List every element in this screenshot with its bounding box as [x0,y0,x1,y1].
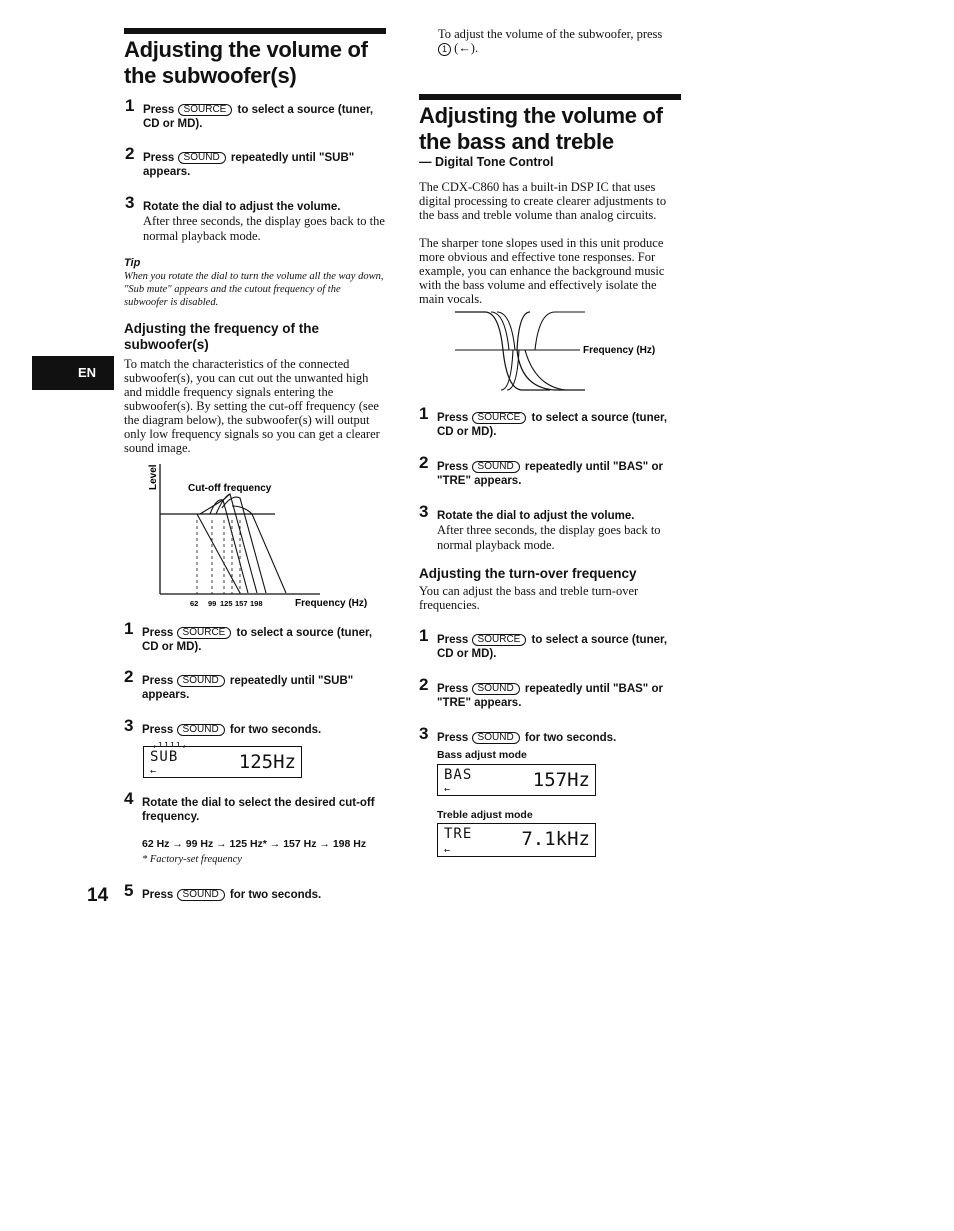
lcd-value: 7.1kHz [521,828,590,850]
dsp-body: The CDX-C860 has a built-in DSP IC that uses digital processing to create clearer adjustments to the bass and treble volume than analog circuits. [419,180,667,222]
bass-mode-label: Bass adjust mode [437,749,527,761]
title-rule [419,94,681,100]
tone-xlabel: Frequency (Hz) [583,345,656,356]
step-1: 1 Press SOURCE to select a source (tuner, CD or MD). [125,96,374,130]
frequency-heading: Adjusting the frequency of the subwoofer(s) [124,321,320,352]
tone-curve-diagram [455,308,670,396]
key-1: 1 [438,43,451,56]
diagram-cutoff-label: Cut-off frequency [188,483,272,494]
diagram-xlabel: Frequency (Hz) [295,598,368,609]
sound-key: SOUND [472,732,520,744]
footnote: * Factory-set frequency [142,854,242,865]
frequency-sequence: 62 Hz → 99 Hz → 125 Hz* → 157 Hz → 198 Hz [142,838,367,850]
source-key: SOURCE [472,634,527,646]
step2-3: 3 Press SOUND for two seconds. [124,716,322,736]
tick-157: 157 [235,599,248,608]
to-step-1: 1 Press SOURCE to select a source (tuner, CD or MD). [419,626,668,660]
page-number: 14 [87,885,109,906]
sound-key: SOUND [177,889,225,901]
lcd-mode: TRE [444,826,473,842]
source-key: SOURCE [472,412,527,424]
bt-step-2: 2 Press SOUND repeatedly until "BAS" or "TRE" appears. [419,453,663,487]
language-tab: EN [32,356,114,390]
arrow-left-icon: ← [444,784,451,795]
subwoofer-volume-title: Adjusting the volume of the subwoofer(s) [124,37,368,88]
subwoofer-note: To adjust the volume of the subwoofer, press 1 (←). [438,27,663,55]
step2-1: 1 Press SOURCE to select a source (tuner, CD or MD). [124,619,373,653]
lcd-value: 157Hz [532,769,590,791]
to-step-2: 2 Press SOUND repeatedly until "BAS" or "TRE" appears. [419,675,663,709]
tip-text: When you rotate the dial to turn the volume all the way down, "Sub mute" appears and the cutout frequency of the subwoofer is disabled. [124,271,384,308]
bt-step-1: 1 Press SOURCE to select a source (tuner, CD or MD). [419,404,668,438]
bass-lcd-display [437,764,596,796]
step2-2: 2 Press SOUND repeatedly until "SUB" appears. [124,667,354,701]
turnover-heading: Adjusting the turn-over frequency [419,566,637,581]
title-rule [124,28,386,34]
sub-lcd-display: ,ıııı, SUB 125Hz ← [143,746,302,778]
tick-198: 198 [250,599,263,608]
treble-lcd-display [437,823,596,857]
lcd-mode: BAS [444,767,473,783]
diagram-ylabel: Level [148,464,159,490]
to-step-3: 3 Press SOUND for two seconds. [419,724,617,744]
sound-key: SOUND [472,683,520,695]
tip-heading: Tip [124,257,141,269]
bt-step-3: 3 Rotate the dial to adjust the volume. After three seconds, the display goes back to normal playback mode. [419,502,661,552]
source-key: SOURCE [177,627,232,639]
tick-125: 125 [220,599,233,608]
source-key: SOURCE [178,104,233,116]
turnover-body: You can adjust the bass and treble turn-over frequencies. [419,584,639,612]
treble-mode-label: Treble adjust mode [437,809,533,821]
arrow-left-icon: ← [150,766,157,777]
sound-key: SOUND [177,724,225,736]
subtitle: — Digital Tone Control [419,155,554,169]
tone-body: The sharper tone slopes used in this unit produce more obvious and effective tone responses. For example, you can enhance the background music with the bass volume and effectively isolate the main vocals. [419,236,665,306]
sound-key: SOUND [178,152,226,164]
step2-5: 5 Press SOUND for two seconds. [124,881,322,901]
step-3: 3 Rotate the dial to adjust the volume. After three seconds, the display goes back to the normal playback mode. [125,193,385,243]
lcd-value: 125Hz [238,751,296,773]
bass-treble-title: Adjusting the volume of the bass and treble [419,103,663,154]
step-2: 2 Press SOUND repeatedly until "SUB" appears. [125,144,355,178]
step2-4: 4 Rotate the dial to select the desired cut-off frequency. [124,789,375,823]
arrow-left-icon: ← [444,845,451,856]
cutoff-diagram [140,458,390,613]
lcd-mode: SUB [150,749,179,765]
tick-99: 99 [208,599,217,608]
sound-key: SOUND [177,675,225,687]
sound-key: SOUND [472,461,520,473]
frequency-body: To match the characteristics of the connected subwoofer(s), you can cut out the unwanted high and middle frequency signals entering the subwoofer(s). By setting the cut-off frequency (see the diagram below), the subwoofer(s) will output only low frequency signals so you can get a clearer sound image. [124,357,380,455]
tick-62: 62 [190,599,199,608]
